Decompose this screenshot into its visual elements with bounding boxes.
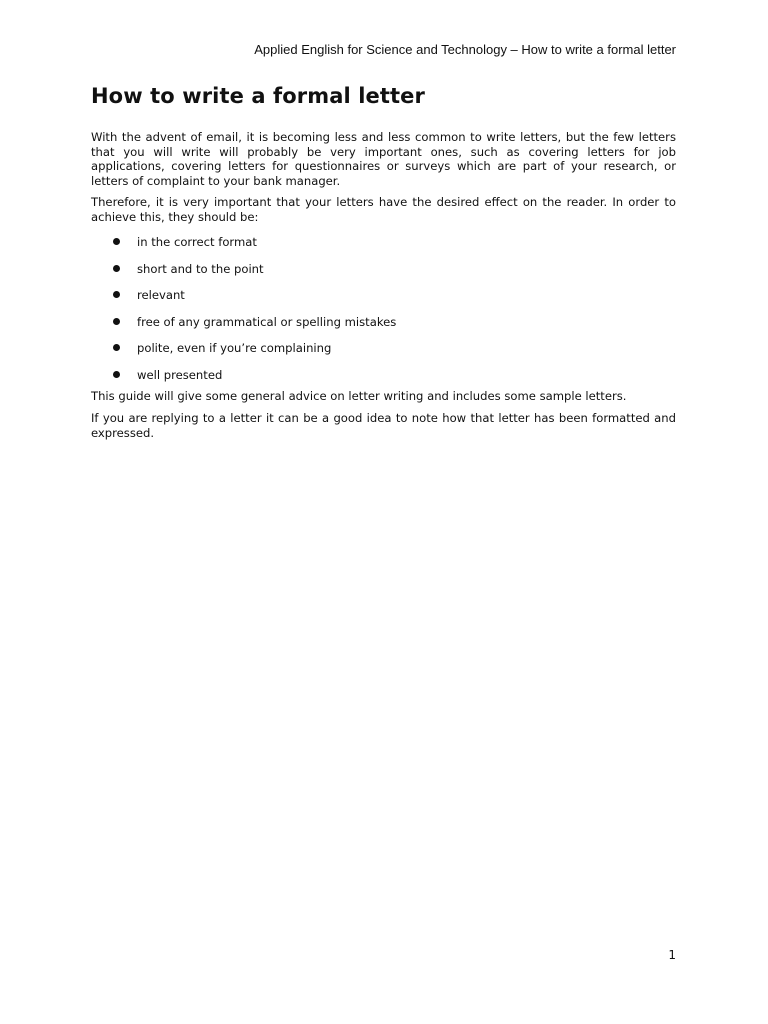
page-title: How to write a formal letter — [91, 84, 425, 108]
reply-advice-paragraph: If you are replying to a letter it can be a good idea to note how that letter has been formatted and expressed. — [91, 411, 676, 440]
intro-paragraph: With the advent of email, it is becoming less and less common to write letters, but the few letters that you will write will probably be very important ones, such as covering letters for job applications, covering letters for questionnaires or surveys which are part of your research, or letters of complaint to your bank manager. — [91, 130, 676, 188]
bullet-icon — [113, 318, 120, 325]
list-item-text: relevant — [137, 288, 185, 303]
bullet-icon — [113, 238, 120, 245]
bullet-icon — [113, 371, 120, 378]
guide-paragraph: This guide will give some general advice on letter writing and includes some sample letters. — [91, 389, 627, 403]
bullet-icon — [113, 291, 120, 298]
page-number: 1 — [668, 948, 676, 962]
running-header: Applied English for Science and Technology – How to write a formal letter — [254, 42, 676, 57]
list-item-text: well presented — [137, 367, 223, 382]
list-item-text: in the correct format — [137, 235, 257, 249]
bullet-icon — [113, 265, 120, 272]
list-item-text: polite, even if you’re complaining — [137, 341, 332, 356]
requirements-paragraph: Therefore, it is very important that your letters have the desired effect on the reader. In order to achieve this, they should be: — [91, 195, 676, 224]
bullet-icon — [113, 344, 120, 351]
list-item-text: free of any grammatical or spelling mistakes — [137, 314, 397, 329]
list-item-text: short and to the point — [137, 261, 264, 276]
